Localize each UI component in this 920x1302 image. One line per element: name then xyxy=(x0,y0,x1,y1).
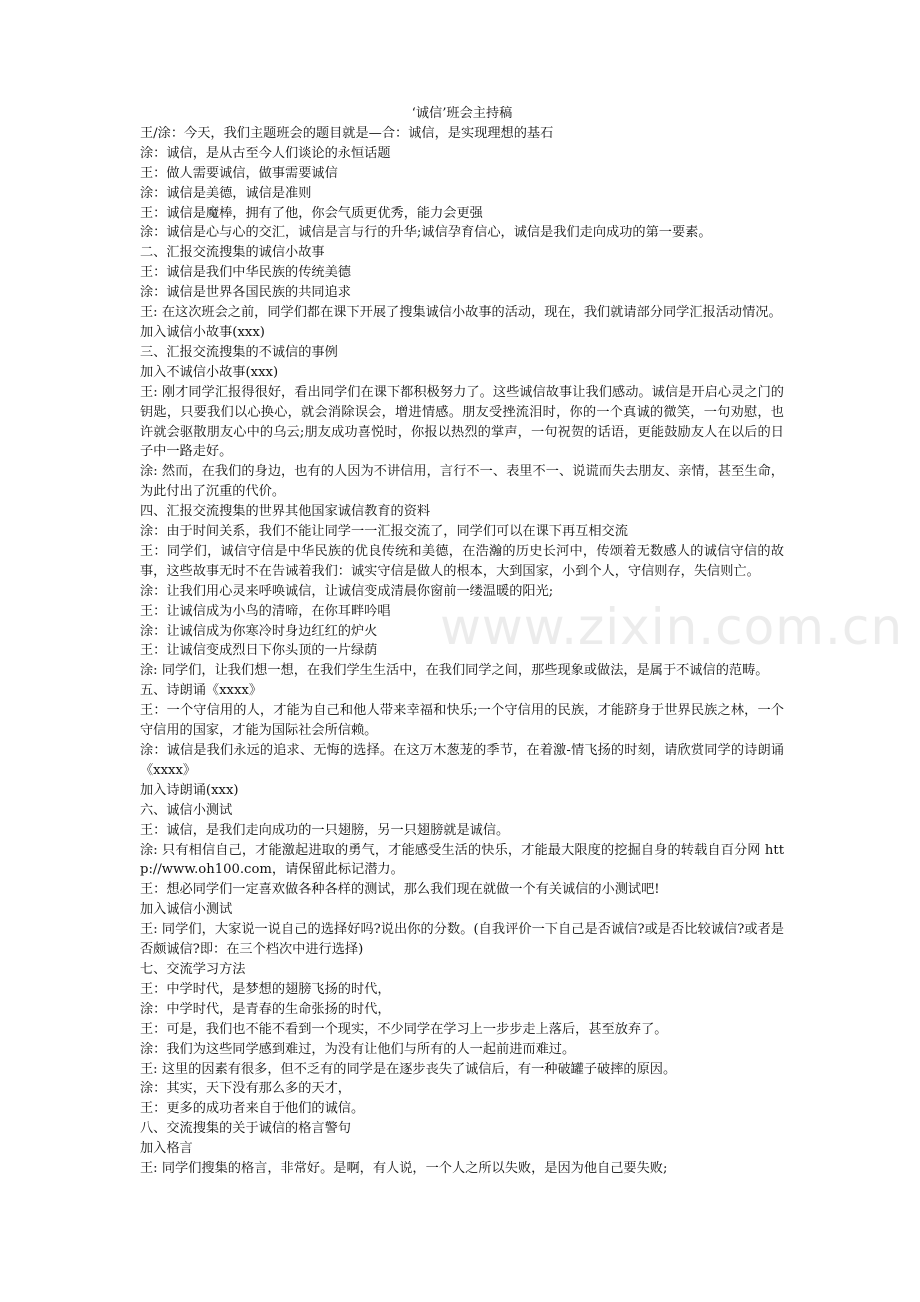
paragraph: 王：中学时代，是梦想的翅膀飞扬的时代， xyxy=(140,981,391,997)
paragraph: 王: 这里的因素有很多，但不乏有的同学是在逐步丧失了诚信后，有一种破罐子破摔的原因。 xyxy=(140,1061,677,1077)
paragraph: 王: 在这次班会之前，同学们都在课下开展了搜集诚信小故事的活动，现在，我们就请部分同学汇报活动情况。 xyxy=(140,305,782,321)
paragraph: 王: 同学们，大家说一说自己的选择好吗?说出你的分数。(自我评价一下自己是否诚信?或是否比较诚信?或者是否颇诚信?即：在三个档次中进行选择) xyxy=(140,922,784,958)
paragraph: 王/涂：今天，我们主题班会的题目就是—合：诚信，是实现理想的基石 xyxy=(140,125,554,141)
paragraph: 二、汇报交流搜集的诚信小故事 xyxy=(140,245,325,261)
paragraph: 王：让诚信成为小鸟的清啼，在你耳畔吟唱 xyxy=(140,603,391,619)
paragraph: 四、汇报交流搜集的世界其他国家诚信教育的资料 xyxy=(140,504,431,520)
paragraph: 加入不诚信小故事(xxx) xyxy=(140,364,279,380)
paragraph: 王：让诚信变成烈日下你头顶的一片绿荫 xyxy=(140,643,378,659)
paragraph: 涂：让诚信成为你寒冷时身边红红的炉火 xyxy=(140,623,378,639)
paragraph: 王: 同学们搜集的格言，非常好。是啊，有人说，一个人之所以失败，是因为他自己要失败; xyxy=(140,1161,668,1177)
paragraph: 王：想必同学们一定喜欢做各种各样的测试，那么我们现在就做一个有关诚信的小测试吧! xyxy=(140,882,660,898)
paragraph: 八、交流搜集的关于诚信的格言警句 xyxy=(140,1121,351,1137)
paragraph: 涂：中学时代，是青春的生命张扬的时代， xyxy=(140,1001,391,1017)
paragraph: 王: 刚才同学汇报得很好，看出同学们在课下都积极努力了。这些诚信故事让我们感动。诚信是开启心灵之门的钥匙，只要我们以心换心，就会消除误会，增进情感。朋友受挫流泪时，你的一个真诚的微笑，一句劝慰，也许就会驱散朋友心中的乌云;朋友成功喜悦时，你报以热烈的掌声，一句祝贺的话语，更能鼓励友人在以后的日子中一路走好。 xyxy=(140,384,784,460)
paragraph: 涂：诚信是我们永远的追求、无悔的选择。在这万木葱茏的季节，在着激-情飞扬的时刻，请欣赏同学的诗朗诵《xxxx》 xyxy=(140,743,784,778)
paragraph: 王：可是，我们也不能不看到一个现实，不少同学在学习上一步步走上落后，甚至放弃了。 xyxy=(140,1021,668,1037)
document-title: ‘诚信’班会主持稿 xyxy=(411,106,513,121)
paragraph: 涂：让我们用心灵来呼唤诚信，让诚信变成清晨你窗前一缕温暖的阳光; xyxy=(140,583,554,599)
paragraph: 涂: 同学们，让我们想一想，在我们学生生活中，在我们同学之间，那些现象或做法，是属于不诚信的范畴。 xyxy=(140,663,769,679)
paragraph: 涂：我们为这些同学感到难过，为没有让他们与所有的人一起前进而难过。 xyxy=(140,1041,576,1057)
paragraph: 王：更多的成功者来自于他们的诚信。 xyxy=(140,1101,365,1117)
document-page xyxy=(140,104,784,1179)
paragraph: 涂：诚信，是从古至今人们谈论的永恒话题 xyxy=(140,145,391,161)
paragraph: 五、诗朗诵《xxxx》 xyxy=(140,683,263,699)
paragraph: 王：做人需要诚信，做事需要诚信 xyxy=(140,165,338,181)
paragraph: 涂: 然而，在我们的身边，也有的人因为不讲信用，言行不一、表里不一、说谎而失去朋友、亲情，甚至生命，为此付出了沉重的代价。 xyxy=(140,464,784,500)
watermark: www.zixin.com.cn xyxy=(440,598,904,656)
paragraph: 涂：其实，天下没有那么多的天才， xyxy=(140,1081,351,1097)
paragraph: 王：同学们，诚信守信是中华民族的优良传统和美德，在浩瀚的历史长河中，传颂着无数感人的诚信守信的故事，这些故事无时不在告诫着我们：诚实守信是做人的根本，大到国家，小到个人，守信则存，失信则亡。 xyxy=(140,543,784,579)
paragraph: 加入格言 xyxy=(140,1141,193,1157)
paragraph: 王：一个守信用的人，才能为自己和他人带来幸福和快乐;一个守信用的民族，才能跻身于世界民族之林，一个守信用的国家，才能为国际社会所信赖。 xyxy=(140,703,784,739)
paragraph: 加入诗朗诵(xxx) xyxy=(140,782,239,798)
paragraph: 六、诚信小测试 xyxy=(140,802,233,818)
paragraph: 王：诚信，是我们走向成功的一只翅膀，另一只翅膀就是诚信。 xyxy=(140,822,510,838)
paragraph: 涂: 只有相信自己，才能激起进取的勇气，才能感受生活的快乐，才能最大限度的挖掘自身的转载自百分网 http://www.oh100.com，请保留此标记潜力。 xyxy=(140,842,784,878)
paragraph: 七、交流学习方法 xyxy=(140,961,246,977)
paragraph: 加入诚信小测试 xyxy=(140,902,233,918)
paragraph: 涂：由于时间关系，我们不能让同学一一汇报交流了，同学们可以在课下再互相交流 xyxy=(140,524,628,540)
paragraph: 加入诚信小故事(xxx) xyxy=(140,324,265,340)
paragraph: 王：诚信是魔棒，拥有了他，你会气质更优秀，能力会更强 xyxy=(140,205,483,221)
paragraph: 涂：诚信是心与心的交汇，诚信是言与行的升华;诚信孕育信心，诚信是我们走向成功的第一要素。 xyxy=(140,225,712,241)
paragraph: 三、汇报交流搜集的不诚信的事例 xyxy=(140,344,338,360)
paragraph: 王：诚信是我们中华民族的传统美德 xyxy=(140,265,351,281)
paragraph: 涂：诚信是美德，诚信是准则 xyxy=(140,185,312,201)
document-body xyxy=(140,124,784,1179)
paragraph: 涂：诚信是世界各国民族的共同追求 xyxy=(140,285,351,301)
